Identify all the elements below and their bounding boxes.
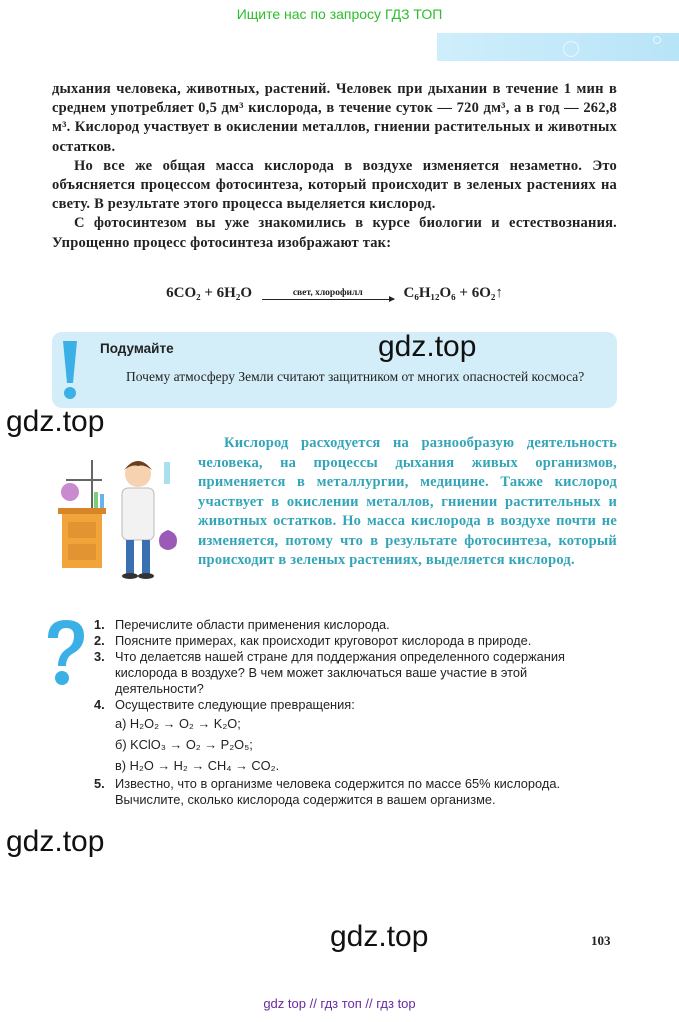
transformation-a: а) H₂O₂ → O₂ → K₂O; (115, 716, 241, 731)
formula-products: C₆H₁₂O₆ + 6O₂↑ (403, 285, 503, 301)
summary-text: Кислород расходуется на разнообразую деятельность человека, на процессы дыхания живых организмов, применяется в металлургии, медицине. Также кислород участвует в окислении металлов, гниении растительных и животных остатков. Но масса кислорода в воздухе почти не изменяется, потому что в результате фотосинтеза, который происходит в зеленых растениях, выделяется кислород. (198, 435, 617, 568)
paragraph-2: Но все же общая масса кислорода в воздухе изменяется незаметно. Это объясняется процессом фотосинтеза, который происходит в зеленых растениях на свету. В результате этого процесса выделяется кислород. (52, 157, 617, 213)
question-item: 4. Осуществите следующие превращения: (94, 697, 355, 712)
watermark: gdz.top (6, 825, 105, 858)
transformation-c: в) H₂O → H₂ → CH₄ → CO₂. (115, 758, 280, 773)
questions-list (94, 617, 619, 808)
scientist-illustration (52, 450, 192, 590)
exclamation-icon (60, 339, 80, 401)
watermark: gdz.top (6, 405, 105, 438)
think-title: Подумайте (100, 341, 174, 356)
question-item: 1. Перечислите области применения кислорода. (94, 617, 390, 632)
page-number: 103 (591, 933, 611, 948)
main-text (52, 80, 617, 253)
watermark: gdz.top (378, 330, 477, 363)
photosynthesis-formula (52, 285, 617, 302)
top-banner: Ищите нас по запросу ГДЗ ТОП (236, 6, 443, 22)
think-text: Почему атмосферу Земли считают защитником от многих опасностей космоса? (126, 369, 585, 384)
reaction-arrow (262, 288, 394, 300)
transformation-b: б) KClO₃ → O₂ → P₂O₅; (115, 737, 253, 752)
footer: gdz top // гдз топ // гдз top (263, 996, 416, 1011)
paragraph-1: дыхания человека, животных, растений. Человек при дыхании в течение 1 мин в среднем употребляет 0,5 дм³ кислорода, в течение суток — 720 дм³, а в год — 262,8 м³. Кислород участвует в окислении металлов, гниении растительных и животных остатков. (52, 81, 617, 155)
watermark: gdz.top (330, 920, 429, 953)
decorative-header-bar (437, 33, 679, 61)
formula-reactants: 6CO₂ + 6H₂O (166, 285, 252, 301)
paragraph-3: С фотосинтезом вы уже знакомились в курсе биологии и естествознания. Упрощенно процесс фотосинтеза изображают так: (52, 215, 617, 251)
think-box (52, 332, 617, 408)
question-mark-icon (40, 618, 90, 690)
question-item: 2. Поясните примерах, как происходит круговорот кислорода в природе. (94, 633, 532, 648)
question-item: 3. Что делаетсяв нашей стране для поддержания определенного содержания кислорода в воздухе? В чем может заключаться ваше участие в этой деятельности? (94, 649, 565, 696)
reaction-condition: свет, хлорофилл (292, 287, 363, 298)
question-item: 5. Известно, что в организме человека содержится по массе 65% кислорода. Вычислите, сколько кислорода содержится в вашем организме. (94, 776, 561, 807)
